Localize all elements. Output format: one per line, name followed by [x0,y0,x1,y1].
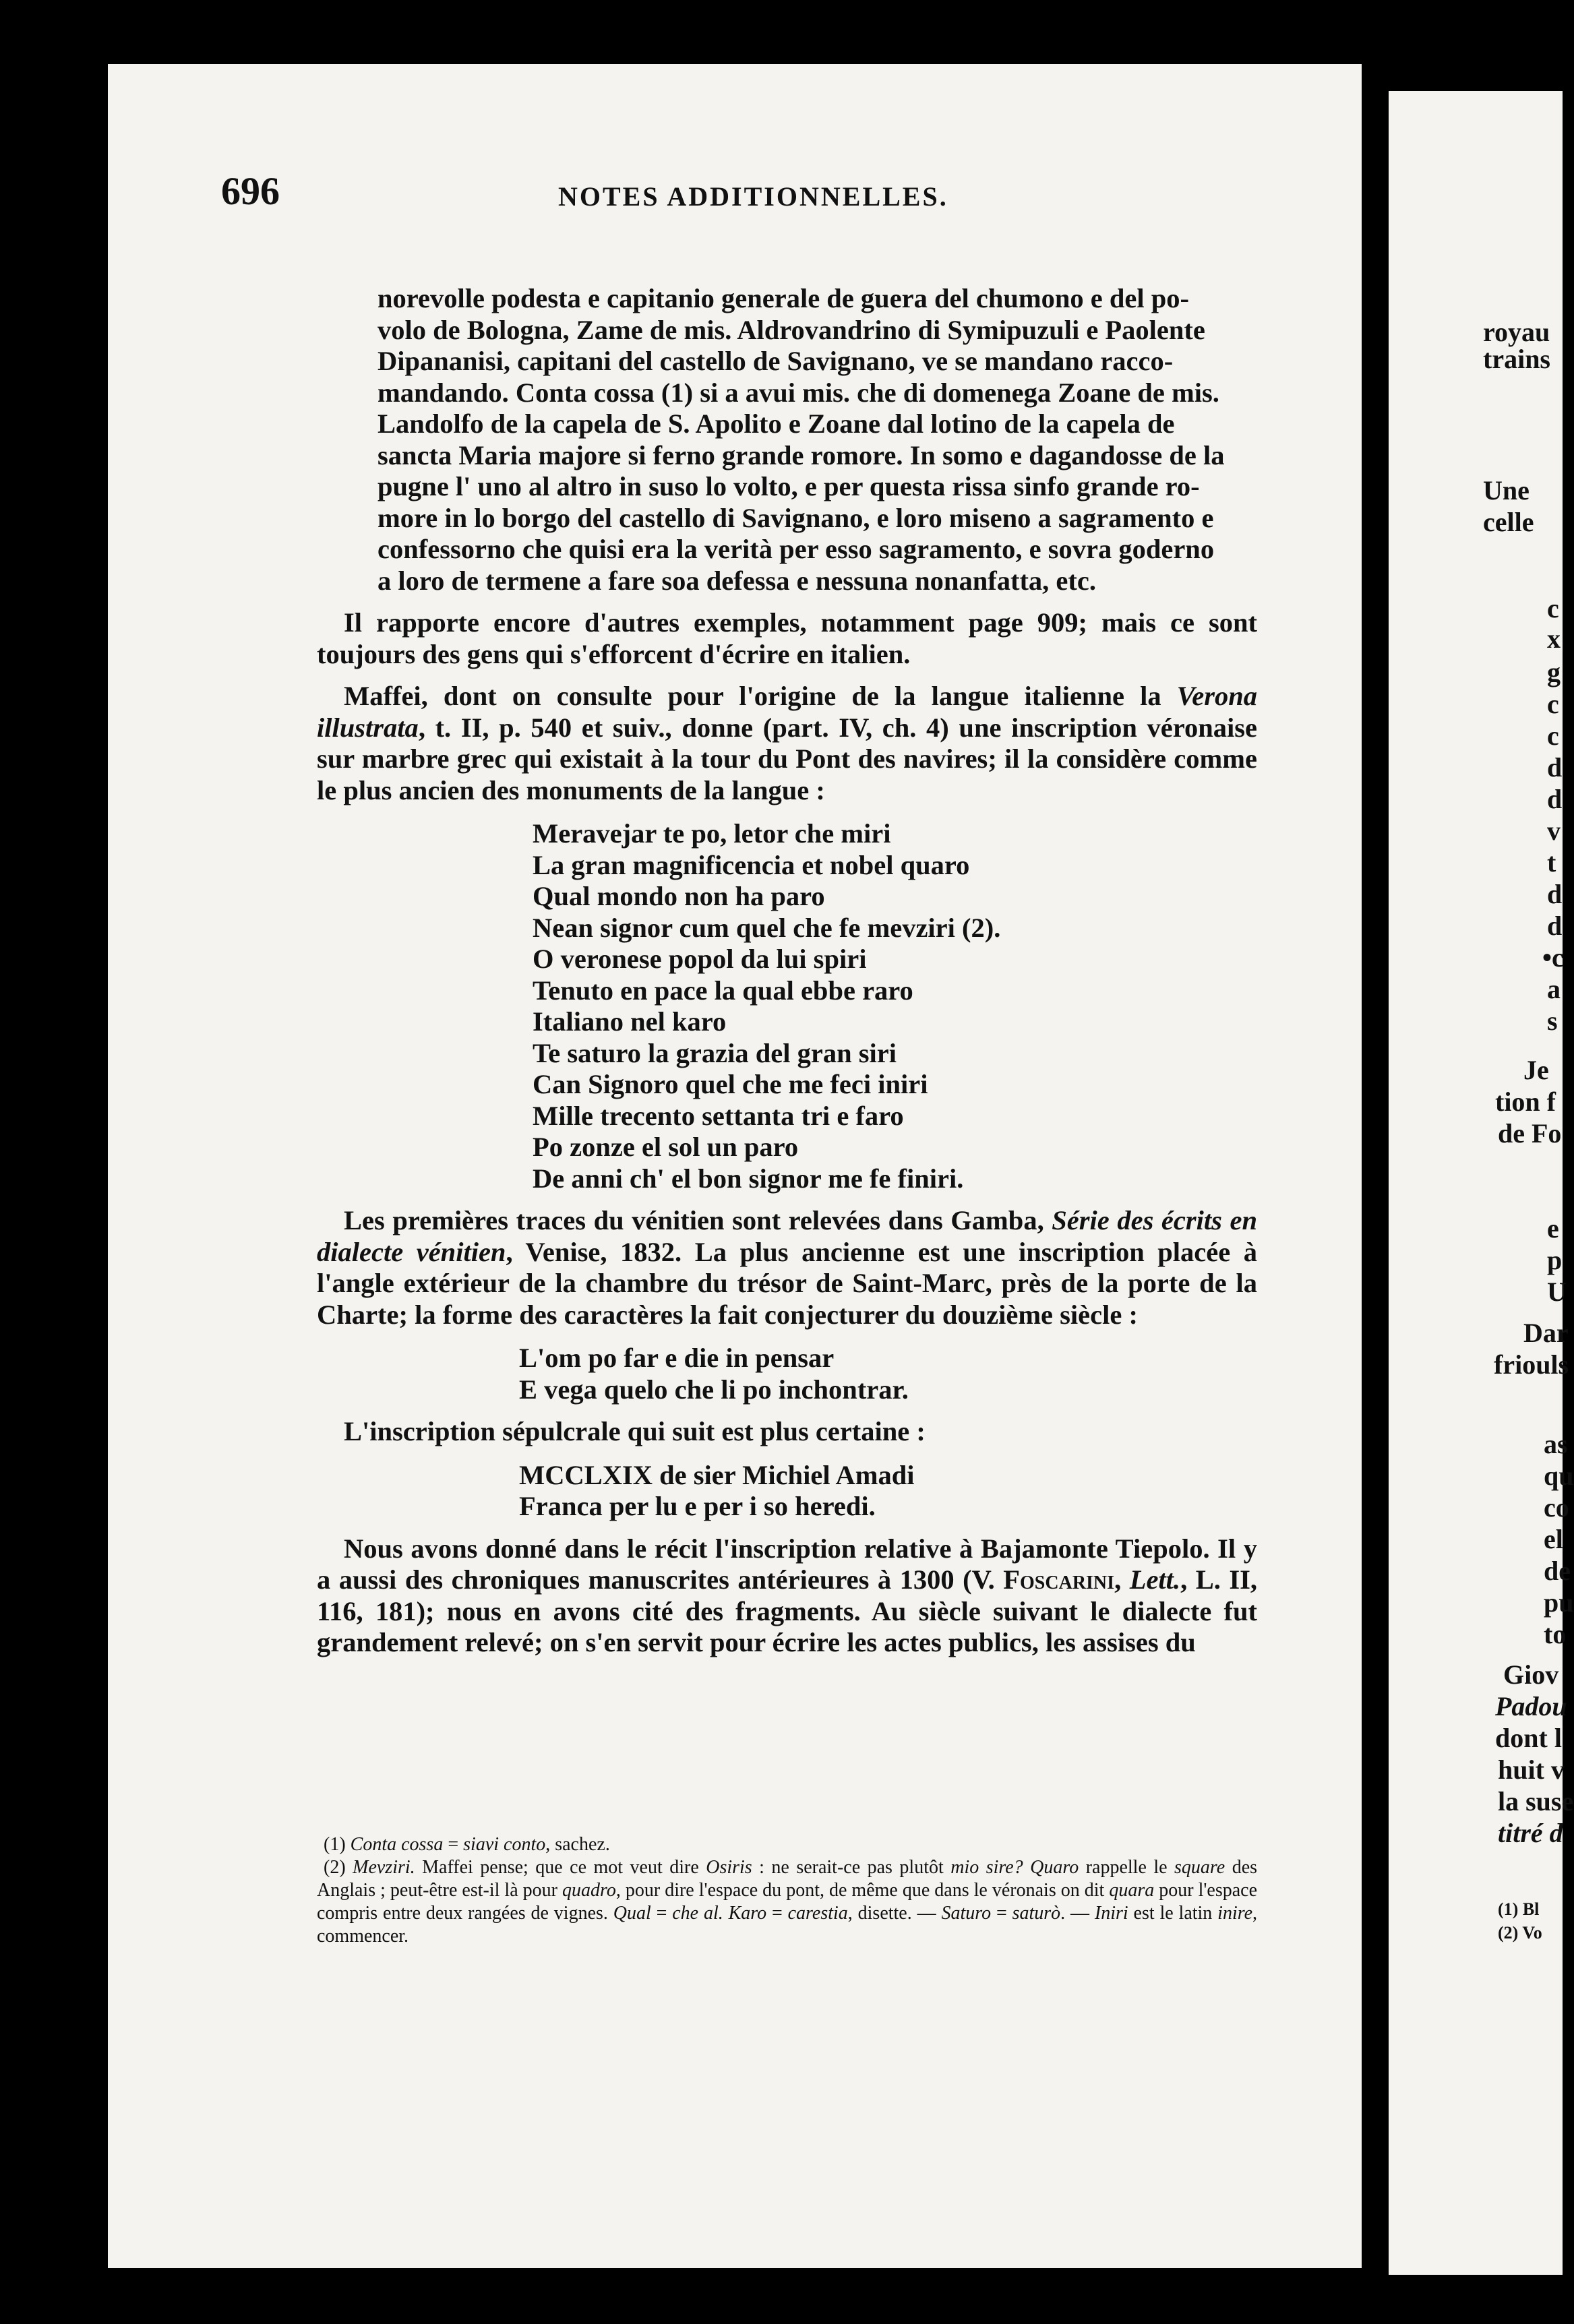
text-run: che al. Karo [672,1903,767,1924]
fragment-line: royau [1483,317,1550,347]
text-run: Mevziri. [353,1857,415,1878]
text-run: , t. II, p. 540 et suiv., donne (part. IV, ch. 4) une inscription véronaise sur marbre grec qui existait à la tour du Pont des navires; il la considère comme le plus ancien des monuments de la langue : [317,712,1257,805]
fragment-line: c [1547,689,1559,719]
text-run: Nous avons donné dans le récit l'inscription relative à Bajamonte Tiepolo. Il y a aussi des chroniques manuscrites antérieures à 1300 (V. [317,1533,1257,1595]
fragment-line: titré d [1498,1818,1563,1848]
fragment-line: Une [1483,475,1530,506]
verse-line: O veronese popol da lui spiri [533,944,867,974]
verse-line: Italiano nel karo [533,1006,727,1037]
fragment-line: (1) Bl [1498,1899,1540,1919]
footnote-1 [317,1833,1257,1856]
book-title: Lett. [1129,1564,1181,1595]
verse-line: Tenuto en pace la qual ebbe raro [533,975,913,1006]
verse-line: Po zonze el sol un paro [533,1132,799,1162]
fragment-line: d [1547,911,1563,941]
fragment-line: U [1547,1277,1567,1307]
main-text [317,283,1257,1659]
fragment-line: s [1547,1006,1558,1036]
verse-line: Nean signor cum quel che fe mevziri (2). [533,912,1001,943]
text-run: = [766,1903,788,1924]
fragment-line: co [1544,1492,1569,1523]
quote-line: more in lo borgo del castello di Savignano, e loro miseno a sagramento e [377,502,1214,533]
fragment-line: d [1547,752,1563,783]
text-run: Qual [613,1903,651,1924]
fragment-line: Giov [1503,1659,1559,1690]
quote-line: pugne l' uno al altro in suso lo volto, e per questa rissa sinfo grande ro- [377,471,1200,501]
text-run: , L. II, 116, 181); nous en avons cité des fragments. Au siècle suivant le dialecte fut grandement relevé; on s'en servit pour écrire les actes publics, les assises du [317,1564,1257,1657]
text-run: = [650,1903,673,1924]
verse-line: Meravejar te po, letor che miri [533,818,891,849]
page-number: 696 [221,169,280,213]
verse-inscription-verona [533,818,1257,1194]
quote-line: confessorno che quisi era la verità per esso sagramento, e sovra goderno [377,534,1215,564]
fragment-line: dont l [1495,1723,1562,1753]
text-run: = [991,1903,1012,1924]
text-run: , [1114,1564,1130,1595]
fragment-line: de [1544,1556,1571,1586]
fragment-line: •c [1542,942,1564,973]
text-run: inire [1217,1903,1253,1924]
footnote-2 [317,1856,1257,1948]
fragment-line: la suse [1498,1786,1574,1816]
fragment-line: v [1547,816,1561,846]
fragment-line: e [1547,1213,1559,1244]
text-run: , sachez. [545,1834,610,1855]
text-run: carestia [787,1903,848,1924]
quote-line: a loro de termene a fare soa defessa e nessuna nonanfatta, etc. [377,565,1096,596]
text-run: est le latin [1128,1903,1218,1924]
text-run: siavi conto [463,1834,546,1855]
page-header [221,169,1252,222]
fragment-line: c [1547,721,1559,751]
verse-line: Can Signoro quel che me feci iniri [533,1069,928,1099]
book-title: Verona illustrata [317,681,1257,743]
roman-numeral: MCCLXIX [519,1459,653,1490]
verse-inscription-sepulcrale [519,1460,1257,1523]
verse-line: Qual mondo non ha paro [533,881,825,911]
text-run: , Venise, 1832. La plus ancienne est une inscription placée à l'angle extérieur de la chambre du trésor de Saint-Marc, près de la porte de la Charte; la forme des caractères la fait conjecturer du douzième siècle : [317,1236,1257,1330]
fragment-line: d [1547,879,1563,909]
footnote-marker: (1) [324,1834,351,1855]
footnote-marker: (2) [324,1857,353,1878]
text-run: rappelle le [1079,1857,1175,1878]
author-name: Foscarini [1003,1564,1115,1595]
verse-line: Franca per lu e per i so heredi. [519,1491,876,1521]
text-run: , disette. — [847,1903,942,1924]
fragment-line: celle [1483,507,1534,537]
paragraph-1: Il rapporte encore d'autres exemples, notamment page 909; mais ce sont toujours des gens qui s'efforcent d'écrire en italien. [317,607,1257,669]
verse-line: Mille trecento settanta tri e faro [533,1100,904,1131]
fragment-line: huit v [1498,1754,1565,1785]
text-run: square [1174,1857,1225,1878]
fragment-line: a [1547,974,1561,1004]
paragraph-3 [317,1205,1257,1331]
fragment-line: as [1544,1429,1568,1459]
quote-line: mandando. Conta cossa (1) si a avui mis. che di domenega Zoane de mis. [377,377,1219,408]
quote-line: Landolfo de la capela de S. Apolito e Zoane dal lotino de la capela de [377,408,1175,439]
quote-line: norevolle podesta e capitanio generale de guera del chumono e del po- [377,283,1190,313]
verse-line: De anni ch' el bon signor me fe finiri. [533,1163,964,1194]
text-run: Saturo [941,1903,992,1924]
fragment-line: d [1547,784,1563,814]
fragment-line: Padou [1495,1691,1567,1721]
verse-line: Te saturo la grazia del gran siri [533,1037,897,1068]
text-run: quadro [562,1880,616,1901]
verse-inscription-saint-marc [519,1343,1257,1405]
text-run: . — [1060,1903,1095,1924]
fragment-line: trains [1483,344,1550,374]
text-run: saturò [1012,1903,1061,1924]
text-run: des Anglais ; peut-être est-il là pour [317,1857,1258,1901]
fragment-line: Je [1523,1055,1549,1085]
quote-line: volo de Bologna, Zame de mis. Aldrovandrino di Symipuzuli e Paolente [377,314,1205,345]
text-run: Osiris [706,1857,752,1878]
fragment-line: de Fo [1498,1118,1562,1149]
text-run: Quaro [1030,1857,1079,1878]
fragment-line: c [1547,593,1559,623]
verse-line: La gran magnificencia et nobel quaro [533,849,970,880]
paragraph-4: L'inscription sépulcrale qui suit est plus certaine : [344,1416,926,1446]
italian-quote [377,283,1281,597]
verse-line: E vega quelo che li po inchontrar. [519,1374,909,1405]
text-run: pour l'espace compris entre deux rangées de vignes. [317,1880,1258,1924]
text-run: , pour dire l'espace du pont, de même que dans le véronais on dit [615,1880,1110,1901]
text-run: , commencer. [317,1903,1258,1947]
fragment-line: qu [1544,1461,1574,1491]
facing-page-fragment [1483,0,1574,2324]
fragment-line: tion f [1495,1087,1556,1117]
text-run: de sier Michiel Amadi [653,1459,915,1490]
text-run: mio sire? [950,1857,1023,1878]
running-title: NOTES ADDITIONNELLES. [558,181,948,212]
footnotes [317,1833,1257,1948]
text-run: = [443,1834,464,1855]
text-run: Maffei, dont on consulte pour l'origine de la langue italienne la [344,681,1177,711]
fragment-line: to [1544,1619,1567,1649]
fragment-line: el [1544,1524,1563,1554]
fragment-line: x [1547,623,1561,654]
paragraph-5 [317,1533,1257,1659]
quote-line: sancta Maria majore si ferno grande romore. In somo e dagandosse de la [377,439,1225,470]
quote-line: Dipananisi, capitani del castello de Savignano, ve se mandano racco- [377,346,1174,376]
text-run: Maffei pense; que ce mot veut dire [415,1857,706,1878]
text-run: Conta cossa [350,1834,444,1855]
text-run: : ne serait-ce pas plutôt [752,1857,951,1878]
fragment-line: friouls [1494,1349,1569,1380]
text-run: quara [1109,1880,1155,1901]
verse-line: L'om po far e die in pensar [519,1343,835,1373]
verse-line [519,1460,1257,1492]
gutter [1362,64,1389,2268]
fragment-line: t [1547,847,1556,878]
paragraph-2 [317,681,1257,806]
fragment-line: (2) Vo [1498,1923,1542,1943]
fragment-line: g [1547,657,1561,687]
text-run: Iniri [1094,1903,1128,1924]
fragment-line: Dar [1523,1318,1569,1348]
text-run: Les premières traces du vénitien sont relevées dans Gamba, [344,1205,1052,1235]
fragment-line: pu [1544,1587,1574,1618]
book-title: Série des écrits en dialecte vénitien [317,1205,1257,1267]
fragment-line: p [1547,1245,1563,1275]
